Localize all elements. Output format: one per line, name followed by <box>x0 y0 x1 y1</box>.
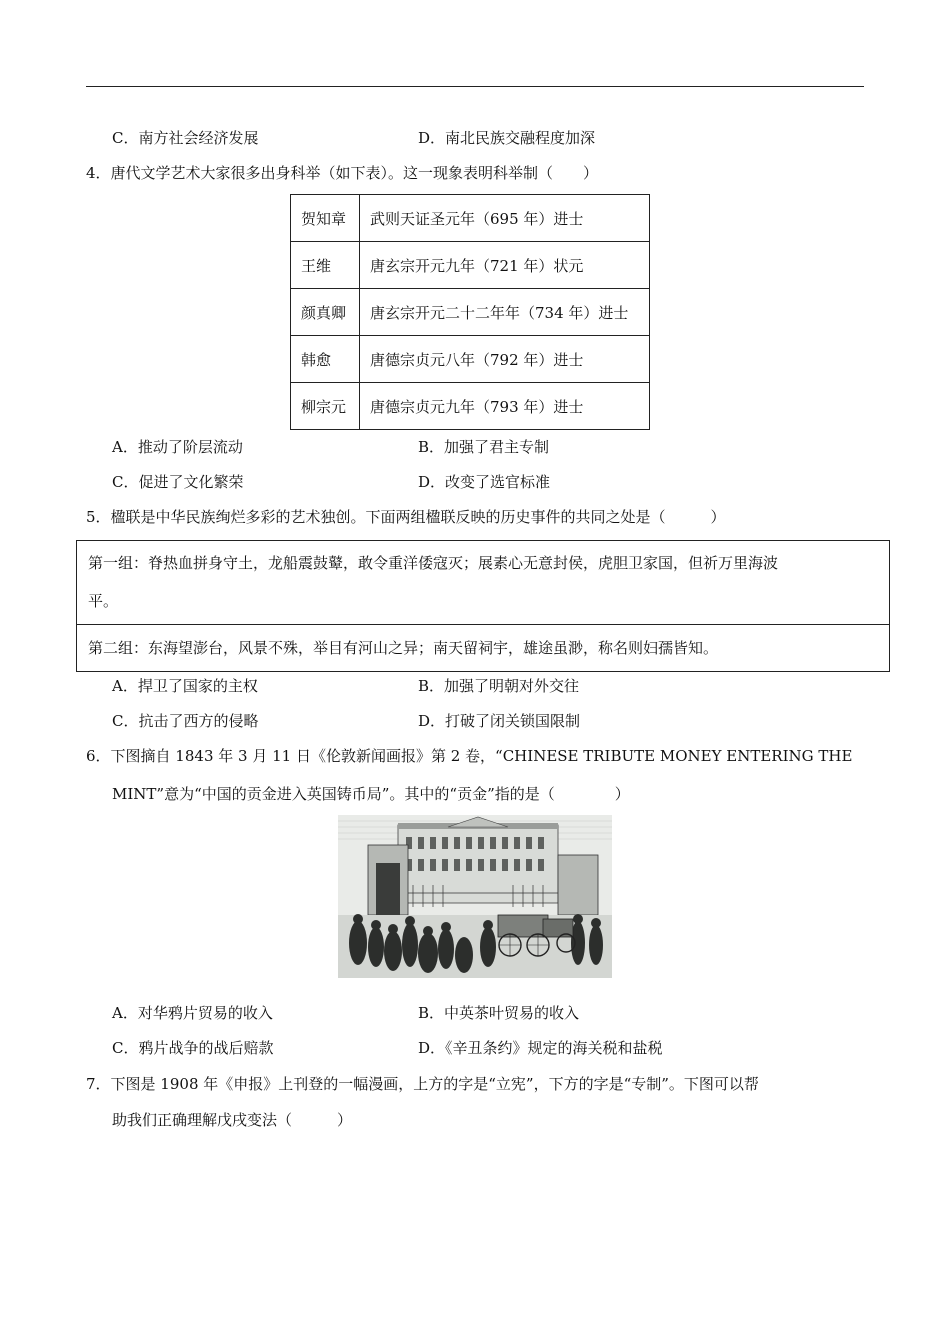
q3-option-d[interactable]: D．南北民族交融程度加深 <box>418 129 596 147</box>
q4-option-a[interactable]: A．推动了阶层流动 <box>112 438 243 456</box>
q4-option-d[interactable]: D．改变了选官标准 <box>418 473 551 491</box>
table-cell-detail: 唐德宗贞元九年（793 年）进士 <box>360 383 650 430</box>
q5-option-a[interactable]: A．捍卫了国家的主权 <box>112 677 258 695</box>
q7-stem-line1: 7．下图是 1908 年《申报》上刊登的一幅漫画，上方的字是“立宪”，下方的字是“专制”。下图可以帮 <box>86 1075 759 1093</box>
q4-option-b[interactable]: B．加强了君主专制 <box>418 438 550 456</box>
table-cell-detail: 唐德宗贞元八年（792 年）进士 <box>360 336 650 383</box>
q6-option-c[interactable]: C．鸦片战争的战后赔款 <box>112 1039 274 1057</box>
q4-option-c[interactable]: C．促进了文化繁荣 <box>112 473 244 491</box>
q5-couplet-group2 <box>76 624 890 672</box>
table-row <box>291 336 650 383</box>
table-cell-name: 颜真卿 <box>291 289 360 336</box>
q6-stem-line2: MINT”意为“中国的贡金进入英国铸币局”。其中的“贡金”指的是（ ） <box>112 785 630 803</box>
q5-group1-line1: 第一组：脊热血拼身守土，龙船震鼓鼙，敢令重洋倭寇灭；展素心无意封侯，虎胆卫家国，但祈万里海波 <box>88 554 779 572</box>
q5-stem: 5．楹联是中华民族绚烂多彩的艺术独创。下面两组楹联反映的历史事件的共同之处是（ ） <box>86 508 726 526</box>
q5-option-d[interactable]: D．打破了闭关锁国限制 <box>418 712 581 730</box>
q6-option-b[interactable]: B．中英茶叶贸易的收入 <box>418 1004 580 1022</box>
q5-couplet-group1 <box>76 540 890 625</box>
table-cell-name: 柳宗元 <box>291 383 360 430</box>
q4-table <box>290 194 650 430</box>
table-cell-detail: 唐玄宗开元九年（721 年）状元 <box>360 242 650 289</box>
table-cell-detail: 武则天证圣元年（695 年）进士 <box>360 195 650 242</box>
mint-engraving-image <box>338 815 612 978</box>
q5-group1-line2: 平。 <box>88 592 119 610</box>
q3-option-c[interactable]: C．南方社会经济发展 <box>112 129 259 147</box>
q7-stem-line2: 助我们正确理解戊戌变法（ ） <box>112 1111 353 1129</box>
q5-option-c[interactable]: C．抗击了西方的侵略 <box>112 712 259 730</box>
table-cell-name: 贺知章 <box>291 195 360 242</box>
q6-option-d[interactable]: D．《辛丑条约》规定的海关税和盐税 <box>418 1039 663 1057</box>
q6-option-a[interactable]: A．对华鸦片贸易的收入 <box>112 1004 273 1022</box>
header-rule <box>86 86 864 87</box>
table-row <box>291 383 650 430</box>
q5-group2-text: 第二组：东海望澎台，风景不殊，举目有河山之异；南天留祠宇，雄途虽渺，称名则妇孺皆知。 <box>88 639 719 657</box>
q4-stem: 4．唐代文学艺术大家很多出身科举（如下表）。这一现象表明科举制（ ） <box>86 164 599 182</box>
q5-option-b[interactable]: B．加强了明朝对外交往 <box>418 677 580 695</box>
table-row <box>291 242 650 289</box>
q6-stem-line1: 6．下图摘自 1843 年 3 月 11 日《伦敦新闻画报》第 2 卷，“CHINESE TRIBUTE MONEY ENTERING THE <box>86 747 853 765</box>
table-row <box>291 195 650 242</box>
table-cell-detail: 唐玄宗开元二十二年年（734 年）进士 <box>360 289 650 336</box>
table-cell-name: 韩愈 <box>291 336 360 383</box>
table-cell-name: 王维 <box>291 242 360 289</box>
table-row <box>291 289 650 336</box>
